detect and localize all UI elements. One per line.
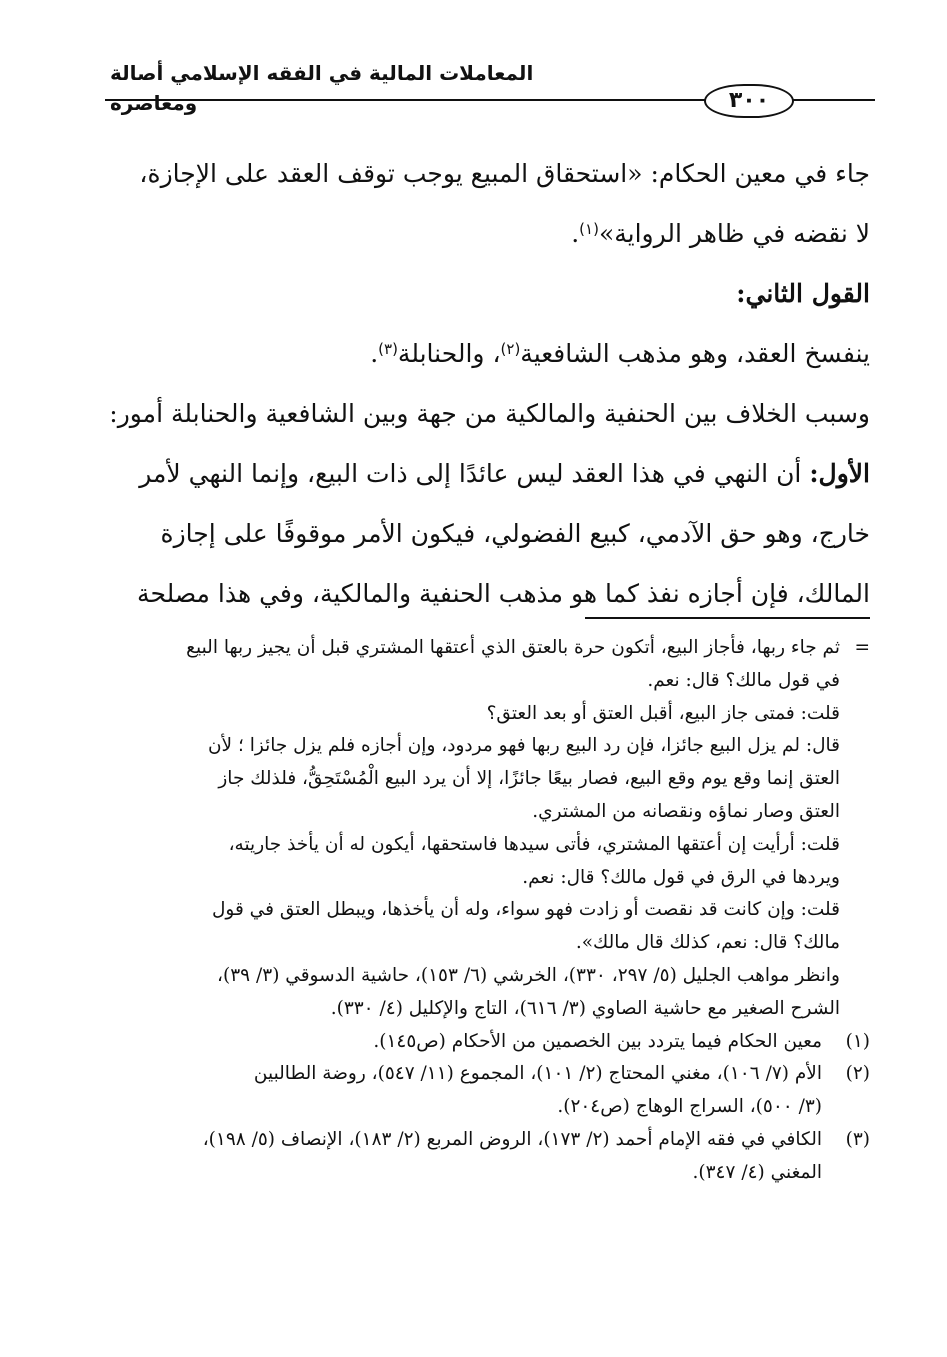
footnote-continuation-line [100,960,870,993]
section-heading [100,264,870,324]
main-line-text: أن النهي في هذا العقد ليس عائدًا إلى ذات البيع، وإنما النهي لأمر [139,459,810,488]
main-line [100,384,870,444]
footnotes [100,632,870,1190]
footnote-body [100,1058,870,1124]
footnote-number: (٢) [845,1063,870,1085]
point-label: الأول: [809,459,870,488]
footnote-continuation-line [100,632,870,665]
footnote-2 [100,1058,870,1124]
continuation-marker: = [854,637,870,658]
main-line-period: . [370,339,379,368]
main-text [100,144,870,624]
footnote-body [100,1124,870,1190]
footnote-continuation-line [100,927,870,960]
footnote-continuation-line [100,698,870,731]
main-line [100,564,870,624]
footnote-continuation-line [100,796,870,829]
footnote-text: قلت: فمتى جاز البيع، أقبل العتق أو بعد العتق؟ [486,702,840,724]
main-line-period: . [571,219,580,248]
main-line-text: وسبب الخلاف بين الحنفية والمالكية من جهة وبين الشافعية والحنابلة أمور: [109,399,870,428]
footnote-number: (٣) [845,1128,870,1150]
footnote-text: العتق إنما وقع يوم وقع البيع، فصار بيعًا جائزًا، إلا أن يرد البيع الْمُسْتَحِقُّ، فلذلك جاز [218,768,840,790]
main-line-text: ينفسخ العقد، وهو مذهب الشافعية [520,339,870,368]
footnote-text: الشرح الصغير مع حاشية الصاوي (٣/ ٦١٦)، التاج والإكليل (٤/ ٣٣٠). [330,997,840,1019]
footnote-text: (٣/ ٥٠٠)، السراج الوهاج (ص٢٠٤). [557,1096,822,1118]
footnote-continuation-line [100,894,870,927]
footnote-text: معين الحكام فيما يتردد بين الخصمين من الأحكام (ص١٤٥). [373,1030,822,1052]
main-line [100,324,870,384]
footnote-ref-3[interactable]: (٣) [378,340,398,358]
footnote-continuation-line [100,730,870,763]
footnote-continuation-line [100,665,870,698]
footnote-text: قال: لم يزل البيع جائزا، فإن رد البيع ربها فهو مردود، وإن أجازه فلم يزل جائزا ؛ لأن [207,735,840,757]
footnote-text: وانظر مواهب الجليل (٥/ ٢٩٧، ٣٣٠)، الخرشي (٦/ ١٥٣)، حاشية الدسوقي (٣/ ٣٩)، [217,964,840,986]
main-line [100,204,870,264]
main-line-text: جاء في معين الحكام: «استحقاق المبيع يوجب توقف العقد على الإجازة، [139,159,870,188]
footnote-continuation-line [100,829,870,862]
footnote-ref-2[interactable]: (٢) [500,340,521,358]
main-line-text: ، والحنابلة [397,339,501,368]
main-line [100,444,870,504]
footnote-number: (١) [845,1030,870,1052]
main-line [100,504,870,564]
running-title: المعاملات المالية في الفقه الإسلامي أصالة ومعاصرة [110,61,534,115]
main-line-text: المالك، فإن أجازه نفذ كما هو مذهب الحنفية والمالكية، وفي هذا مصلحة [137,579,870,608]
footnote-3 [100,1124,870,1190]
footnote-text: المغني (٤/ ٣٤٧). [692,1161,822,1183]
footnote-text: في قول مالك؟ قال: نعم. [647,669,840,691]
footnote-text: الأم (٧/ ١٠٦)، مغني المحتاج (٢/ ١٠١)، المجموع (١١/ ٥٤٧)، روضة الطالبين [253,1063,822,1085]
footnote-continuation-line [100,993,870,1026]
main-line-text: لا نقضه في ظاهر الرواية» [598,219,870,248]
section-heading-text: القول الثاني: [736,279,870,308]
footnote-text: قلت: أرأيت إن أعتقها المشتري، فأتى سيدها فاستحقها، أيكون له أن يأخذ جاريته، [228,833,840,855]
footnote-ref-1[interactable]: (١) [579,220,599,238]
footnote-text: ويردها في الرق في قول مالك؟ قال: نعم. [522,866,840,888]
footnote-body [100,1026,870,1059]
footnote-text: الكافي في فقه الإمام أحمد (٢/ ١٧٣)، الروض المربع (٢/ ١٨٣)، الإنصاف (٥/ ١٩٨)، [202,1128,822,1150]
footnote-1 [100,1026,870,1059]
footnote-text: مالك؟ قال: نعم، كذلك قال مالك». [575,932,840,954]
page-number: ٣٠٠ [704,84,794,118]
footnote-text: قلت: وإن كانت قد نقصت أو زادت فهو سواء، وله أن يأخذها، ويبطل العتق في قول [211,899,840,921]
footnote-text: ثم جاء ربها، فأجاز البيع، أتكون حرة بالعتق الذي أعتقها المشتري قبل أن يجيز ربها البيع [186,637,840,658]
main-line-text: خارج، وهو حق الآدمي، كبيع الفضولي، فيكون الأمر موقوفًا على إجازة [160,519,870,548]
footnote-separator [585,617,870,619]
footnote-text: العتق وصار نماؤه ونقصانه من المشتري. [532,800,840,822]
footnote-continuation-line [100,862,870,895]
footnote-continuation-line [100,763,870,796]
main-line [100,144,870,204]
